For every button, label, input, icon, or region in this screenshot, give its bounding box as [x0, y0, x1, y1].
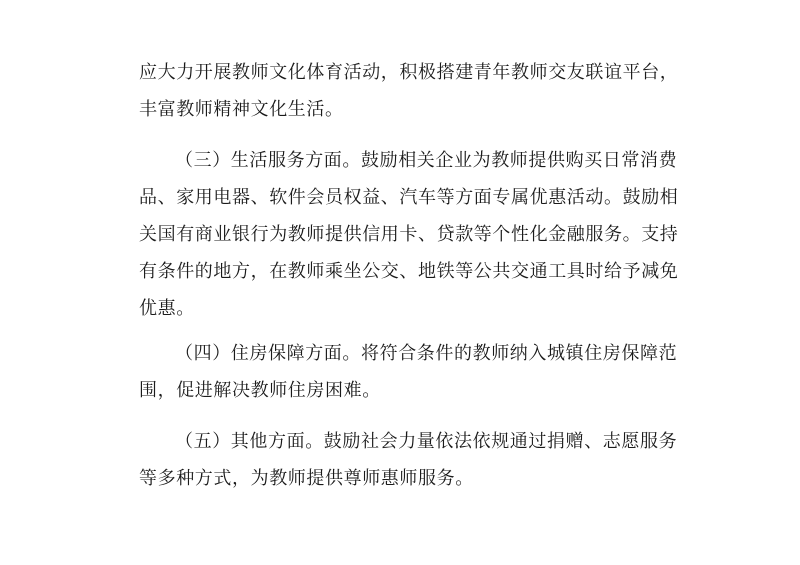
paragraph-housing — [139, 335, 678, 409]
text-line: （五）其他方面。鼓励社会力量依法依规通过捐赠、志愿服务 — [175, 431, 678, 452]
text-line: 围，促进解决教师住房困难。 — [139, 380, 381, 401]
text-line: 有条件的地方，在教师乘坐公交、地铁等公共交通工具时给予减免 — [139, 261, 679, 282]
paragraph-continued — [139, 54, 679, 128]
text-line: 应大力开展教师文化体育活动，积极搭建青年教师交友联谊平台， — [139, 62, 679, 83]
text-line: 关国有商业银行为教师提供信用卡、贷款等个性化金融服务。支持 — [139, 224, 679, 245]
paragraph-life-services — [139, 142, 679, 327]
text-line: 丰富教师精神文化生活。 — [139, 99, 344, 120]
text-line: （三）生活服务方面。鼓励相关企业为教师提供购买日常消费 — [175, 150, 678, 171]
text-line: 优惠。 — [139, 298, 195, 319]
text-line: 等多种方式，为教师提供尊师惠师服务。 — [139, 468, 474, 489]
text-line: 品、家用电器、软件会员权益、汽车等方面专属优惠活动。鼓励相 — [139, 187, 679, 208]
text-line: （四）住房保障方面。将符合条件的教师纳入城镇住房保障范 — [175, 343, 678, 364]
paragraph-other — [139, 423, 678, 497]
